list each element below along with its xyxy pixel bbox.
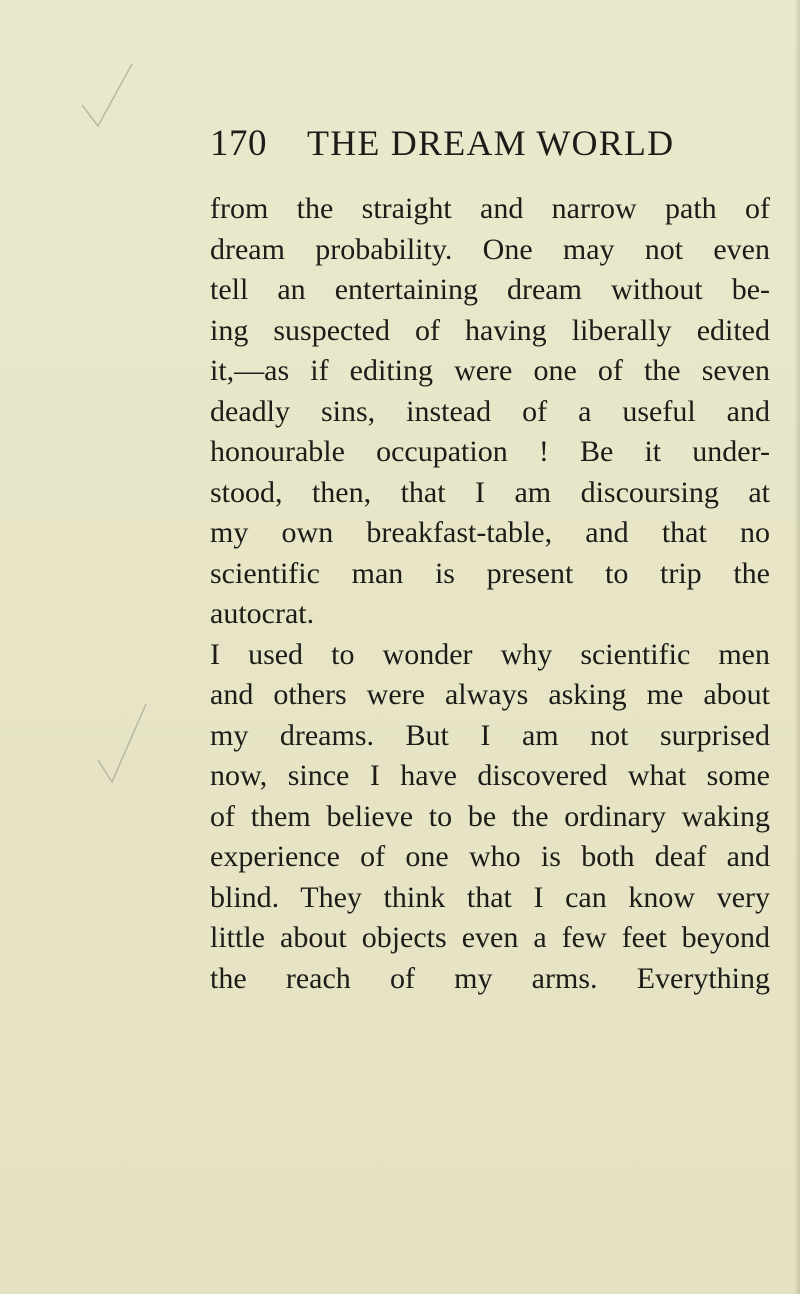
text-line: blind. They think that I can know very xyxy=(210,880,770,914)
text-line: the reach of my arms. Everything xyxy=(210,961,770,995)
text-line: scientific man is present to trip the xyxy=(210,556,770,590)
page-header xyxy=(210,122,674,168)
text-line: ing suspected of having liberally edited xyxy=(210,313,770,347)
text-line: my own breakfast-table, and that no xyxy=(210,516,770,549)
text-line: I used to wonder why scientific men xyxy=(210,637,770,671)
text-line: deadly sins, instead of a useful and xyxy=(210,394,770,428)
text-line: honourable occupation ! Be it under- xyxy=(210,435,770,468)
text-line: from the straight and narrow path of xyxy=(210,192,770,225)
text-line: and others were always asking me about xyxy=(210,678,770,711)
text-line: my dreams. But I am not surprised xyxy=(210,718,770,752)
text-line: of them believe to be the ordinary waking xyxy=(210,799,770,833)
text-line: autocrat. xyxy=(210,597,315,630)
text-line: it,—as if editing were one of the seven xyxy=(210,354,770,387)
pencil-mark-top xyxy=(80,60,140,130)
text-line: now, since I have discovered what some xyxy=(210,759,770,792)
text-line: experience of one who is both deaf and xyxy=(210,840,770,873)
text-line: little about objects even a few feet beyond xyxy=(210,921,770,954)
body-text xyxy=(210,189,770,999)
text-line: stood, then, that I am discoursing at xyxy=(210,475,770,509)
page-number: 170 xyxy=(210,123,267,164)
pencil-mark-middle xyxy=(92,700,152,800)
running-title: THE DREAM WORLD xyxy=(307,123,675,163)
text-line: tell an entertaining dream without be- xyxy=(210,273,770,306)
text-line: dream probability. One may not even xyxy=(210,232,770,266)
page-edge-shadow xyxy=(794,0,800,1294)
